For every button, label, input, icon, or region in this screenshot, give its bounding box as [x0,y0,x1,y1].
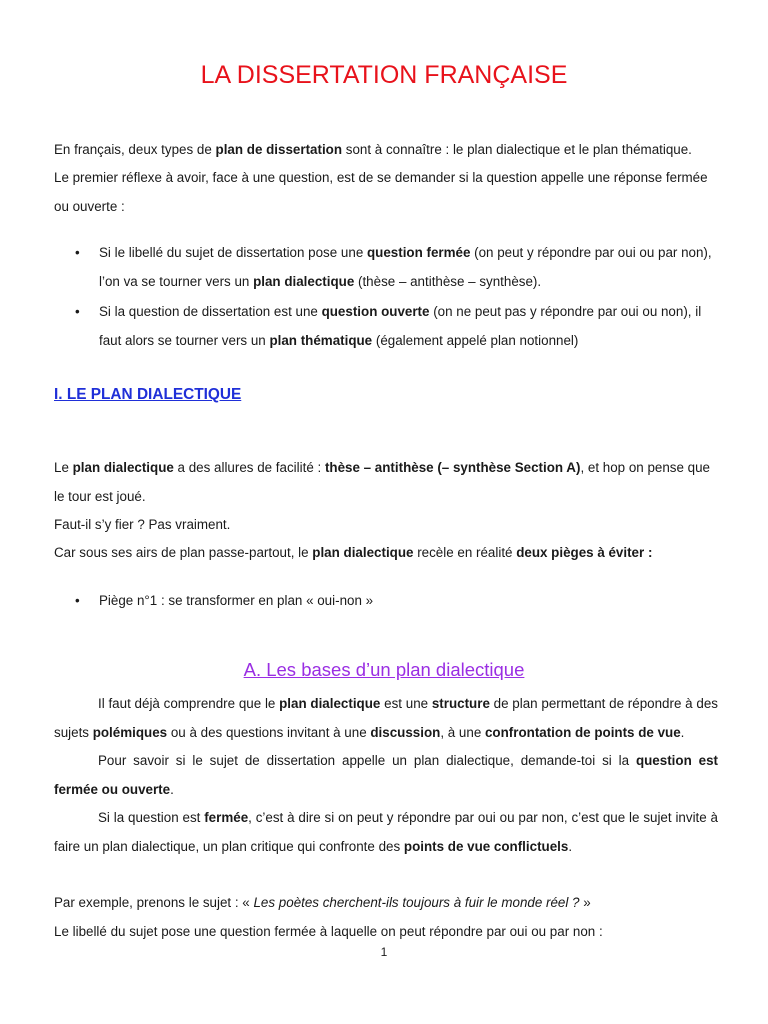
bold-run: discussion [370,724,441,740]
text-run: (thèse – antithèse – synthèse). [354,273,542,289]
bold-run: question est fermée ou ouverte [54,753,718,797]
list-item [54,298,718,355]
bold-run: thèse – antithèse (– synthèse Section A) [324,460,581,475]
dialectique-paragraph-3 [54,539,718,568]
text-run: ou à des questions invitant à une [167,724,371,740]
text-run: . [568,838,573,854]
text-run: Piège n°1 : se transformer en plan « oui-non » [99,593,374,608]
text-run: sont à connaître : le plan dialectique et le plan thématique. [342,142,692,157]
text-run: , et hop on pense que le tour est joué. [54,460,710,504]
text-run: Il faut déjà comprendre que le [98,696,280,711]
text-run: . [680,724,685,740]
text-run: Si la question de dissertation est une [99,304,322,319]
bold-run: plan de dissertation [215,142,343,157]
text-run: (on ne peut pas y répondre par oui ou non), il faut alors se tourner vers un [99,304,702,348]
page-number: 1 [380,945,388,959]
italic-run: Les poètes cherchent-ils toujours à fuir le monde réel ? [253,895,580,910]
bold-run: structure [431,696,490,711]
document-title: LA DISSERTATION FRANÇAISE [200,61,568,89]
bullet-icon: • [75,245,80,260]
text-run: Pour savoir si le sujet de dissertation appelle un plan dialectique, demande-toi si la [98,753,636,768]
bold-run: plan dialectique [72,460,174,475]
closed-open-list [54,239,718,355]
text-run: , c’est à dire si on peut y répondre par oui ou par non, c’est que le sujet invite à faire un plan dialectique, un plan critique qui confronte des [54,810,719,854]
text-run: (on peut y répondre par oui ou par non), l’on va se tourner vers un [99,245,712,289]
bases-paragraph-3 [54,804,718,861]
bullet-icon: • [75,304,80,319]
text-run: Le [54,460,73,475]
dialectique-paragraph-1 [54,454,718,511]
bold-run: plan dialectique [279,696,381,711]
closing-paragraph: Le libellé du sujet pose une question fermée à laquelle on peut répondre par oui ou par non : [54,924,603,939]
bold-run: points de vue conflictuels [403,838,569,854]
intro-line-1 [54,136,718,165]
text-run: . [170,781,174,797]
bullet-icon: • [75,593,80,608]
text-run: a des allures de facilité : [173,460,325,475]
bold-run: plan thématique [269,332,373,348]
bold-run: deux pièges à éviter : [516,545,653,560]
bases-paragraph-1 [54,690,718,747]
text-run: Si le libellé du sujet de dissertation pose une [99,245,367,260]
bold-run: plan dialectique [253,273,355,289]
text-run: En français, deux types de [54,142,216,157]
bold-run: plan dialectique [312,545,414,560]
text-run: » [579,895,591,910]
text-run: Car sous ses airs de plan passe-partout, le [54,545,313,560]
bold-run: fermée [204,810,249,825]
example-paragraph [54,889,718,918]
bold-run: question fermée [366,245,471,260]
subsection-heading-a: A. Les bases d’un plan dialectique [243,659,525,680]
text-run: recèle en réalité [413,545,517,560]
text-run: (également appelé plan notionnel) [372,332,579,348]
text-run: Si la question est [98,810,205,825]
pitfall-list [54,587,718,616]
text-run: est une [380,696,432,711]
text-run: Par exemple, prenons le sujet : « [54,895,254,910]
bold-run: confrontation de points de vue [484,724,681,740]
list-item [54,239,718,296]
text-run: de plan permettant de répondre à des sujets [54,696,718,740]
section-heading-dialectique: I. LE PLAN DIALECTIQUE [54,386,242,403]
text-run: , à une [440,724,485,740]
list-item [54,587,718,616]
dialectique-paragraph-2: Faut-il s’y fier ? Pas vraiment. [54,517,231,532]
bases-paragraph-2 [54,747,718,804]
bold-run: polémiques [92,724,168,740]
bold-run: question ouverte [321,304,430,319]
intro-line-2: Le premier réflexe à avoir, face à une question, est de se demander si la question appelle une réponse fermée ou ouverte : [54,170,708,214]
